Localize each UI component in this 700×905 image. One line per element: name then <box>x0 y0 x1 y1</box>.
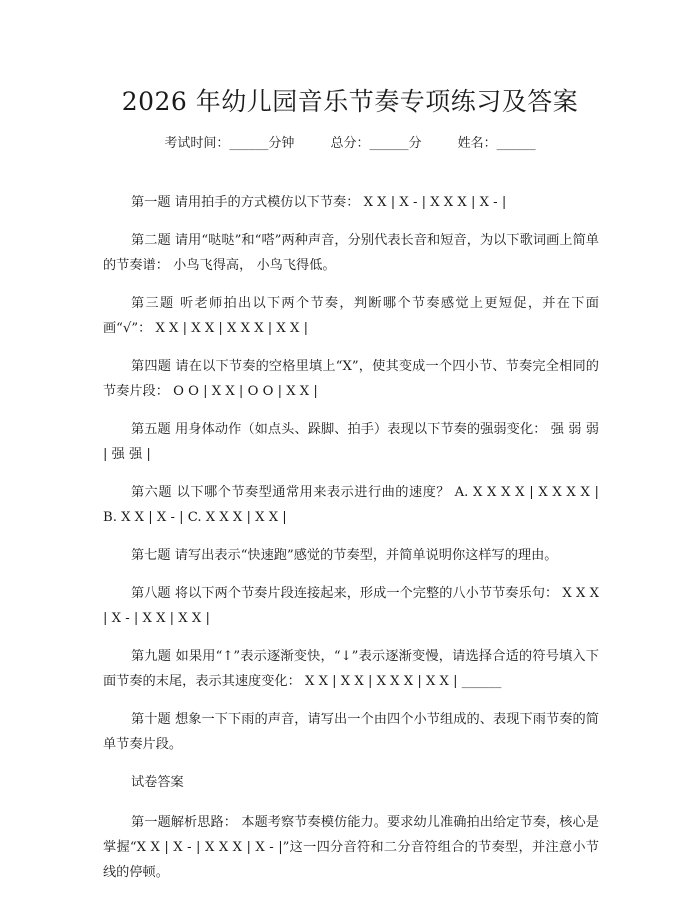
answer-1: 第一题解析思路： 本题考察节奏模仿能力。要求幼儿准确拍出给定节奏，核心是掌握“X X | X - | X X X | X - |”这一四分音符和二分音符组合的节奏型，并注意小节线的停顿。 <box>103 815 599 880</box>
question-1: 第一题 请用拍手的方式模仿以下节奏： X X | X - | X X X | X - | <box>131 195 507 210</box>
answers-heading: 试卷答案 <box>131 775 184 790</box>
question-3: 第三题 听老师拍出以下两个节奏，判断哪个节奏感觉上更短促，并在下面画“√”： X X | X X | X X X | X X | <box>103 296 599 336</box>
question-5: 第五题 用身体动作（如点头、跺脚、拍手）表现以下节奏的强弱变化： 强 弱 弱 | 强 强 | <box>103 422 599 462</box>
question-6: 第六题 以下哪个节奏型通常用来表示进行曲的速度？ A. X X X X | X X X X | B. X X | X - | C. X X X | X X | <box>103 485 599 525</box>
name-field: 姓名：______ <box>457 136 536 151</box>
total-score-field: 总分：______分 <box>330 136 422 151</box>
page-title: 2026 年幼儿园音乐节奏专项练习及答案 <box>121 87 579 116</box>
question-9: 第九题 如果用“↑”表示逐渐变快，“↓”表示逐渐变慢，请选择合适的符号填入下面节奏的末尾，表示其速度变化： X X | X X | X X X | X X | ______ <box>103 649 599 689</box>
question-4: 第四题 请在以下节奏的空格里填上“X”，使其变成一个四小节、节奏完全相同的节奏片段： O O | X X | O O | X X | <box>103 359 599 399</box>
question-7: 第七题 请写出表示“快速跑”感觉的节奏型，并简单说明你这样写的理由。 <box>131 548 558 563</box>
question-8: 第八题 将以下两个节奏片段连接起来，形成一个完整的八小节节奏乐句： X X X | X - | X X | X X | <box>103 586 599 626</box>
question-2: 第二题 请用“哒哒”和“嗒”两种声音，分别代表长音和短音，为以下歌词画上简单的节奏谱： 小鸟飞得高， 小鸟飞得低。 <box>103 233 599 273</box>
exam-info <box>0 132 700 151</box>
question-10: 第十题 想象一下下雨的声音，请写出一个由四个小节组成的、表现下雨节奏的简单节奏片段。 <box>103 712 599 752</box>
questions-section <box>103 190 599 898</box>
exam-time-field: 考试时间：______分钟 <box>164 136 295 151</box>
